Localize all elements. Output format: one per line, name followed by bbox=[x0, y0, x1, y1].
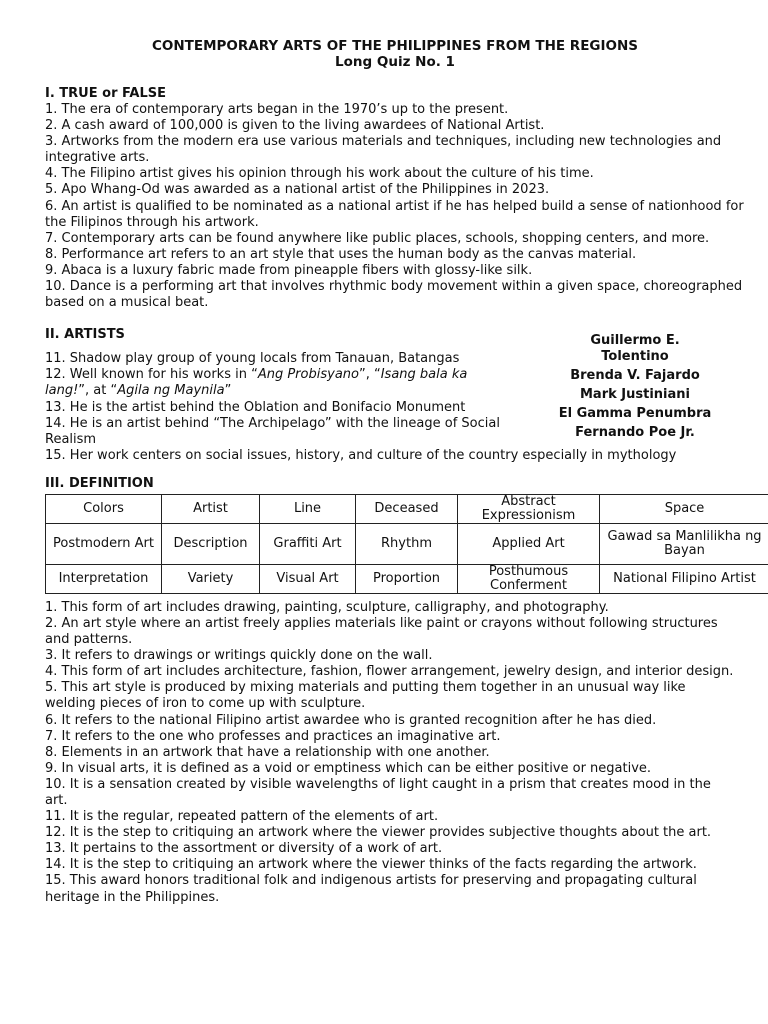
artists-section bbox=[45, 327, 745, 464]
question-item: 6. It refers to the national Filipino artist awardee who is granted recognition after he has died. bbox=[45, 712, 657, 728]
question-item: 13. It pertains to the assortment or diversity of a work of art. bbox=[45, 841, 443, 857]
document-subtitle: Long Quiz No. 1 bbox=[335, 54, 455, 70]
quiz-document bbox=[45, 38, 762, 906]
question-item: 2. A cash award of 100,000 is given to the living awardees of National Artist. bbox=[45, 118, 545, 134]
question-item: 1. The era of contemporary arts began in the 1970’s up to the present. bbox=[45, 102, 509, 117]
table-cell: Space bbox=[600, 494, 768, 523]
term-bank-table bbox=[45, 494, 768, 594]
question-item: 4. This form of art includes architecture, fashion, flower arrangement, jewelry design, and interior design. bbox=[45, 664, 734, 680]
question-item: 10. Dance is a performing art that involves rhythmic body movement within a given space, choreographed based on a musical beat. bbox=[45, 279, 743, 311]
table-cell: Proportion bbox=[356, 564, 458, 593]
table-cell: Artist bbox=[162, 494, 260, 523]
question-item: 8. Performance art refers to an art style that uses the human body as the canvas material. bbox=[45, 246, 637, 262]
question-item: 12. Well known for his works in “Ang Probisyano”, “Isang bala ka lang!”, at “Agila ng Maynila” bbox=[45, 367, 468, 399]
artist-choice: Guillermo E. Tolentino bbox=[590, 333, 680, 365]
definition-items bbox=[45, 600, 745, 906]
question-item: 8. Elements in an artwork that have a relationship with one another. bbox=[45, 744, 490, 760]
table-cell: Colors bbox=[46, 494, 162, 523]
question-item: 13. He is the artist behind the Oblation and Bonifacio Monument bbox=[45, 399, 466, 415]
table-cell: Rhythm bbox=[356, 523, 458, 564]
table-cell: Line bbox=[260, 494, 356, 523]
question-item: 10. It is a sensation created by visible wavelengths of light caught in a prism that creates mood in the art. bbox=[45, 776, 711, 808]
artist-choice: Fernando Poe Jr. bbox=[575, 425, 695, 441]
question-item: 15. This award honors traditional folk and indigenous artists for preserving and propagating cultural heritage in the Philippines. bbox=[45, 873, 697, 905]
document-title: CONTEMPORARY ARTS OF THE PHILIPPINES FROM THE REGIONS bbox=[151, 38, 639, 54]
table-cell: Applied Art bbox=[458, 523, 600, 564]
question-item: 3. Artworks from the modern era use various materials and techniques, including new technologies and integrative arts. bbox=[45, 134, 722, 166]
question-item: 9. Abaca is a luxury fabric made from pineapple fibers with glossy-like silk. bbox=[45, 262, 533, 278]
table-cell: Gawad sa Manlilikha ng Bayan bbox=[600, 523, 768, 564]
table-cell: Description bbox=[162, 523, 260, 564]
question-item: 5. Apo Whang-Od was awarded as a national artist of the Philippines in 2023. bbox=[45, 182, 550, 198]
question-item: 5. This art style is produced by mixing materials and putting them together in an unusual way like welding pieces of iron to come up with sculpture. bbox=[45, 680, 686, 712]
question-item: 15. Her work centers on social issues, history, and culture of the country especially in mythology bbox=[45, 447, 677, 463]
artist-choice: El Gamma Penumbra bbox=[558, 406, 712, 422]
question-item: 9. In visual arts, it is defined as a void or emptiness which can be either positive or negative. bbox=[45, 760, 652, 776]
question-item: 14. It is the step to critiquing an artwork where the viewer thinks of the facts regarding the artwork. bbox=[45, 857, 697, 873]
question-item: 4. The Filipino artist gives his opinion through his work about the culture of his time. bbox=[45, 166, 594, 182]
table-cell: Postmodern Art bbox=[46, 523, 162, 564]
table-cell: Graffiti Art bbox=[260, 523, 356, 564]
table-cell: Deceased bbox=[356, 494, 458, 523]
question-item: 14. He is an artist behind “The Archipelago” with the lineage of Social Realism bbox=[45, 415, 500, 447]
table-cell: Abstract Expressionism bbox=[458, 494, 600, 523]
artist-choice: Mark Justiniani bbox=[580, 387, 690, 403]
artist-choices bbox=[525, 333, 745, 444]
table-cell: Posthumous Conferment bbox=[458, 564, 600, 593]
table-row bbox=[46, 564, 768, 593]
table-cell: Interpretation bbox=[46, 564, 162, 593]
table-row bbox=[46, 494, 768, 523]
question-item: 6. An artist is qualified to be nominated as a national artist if he has helped build a sense of nationhood for the Filipinos through his artwork. bbox=[45, 198, 744, 230]
question-item: 7. It refers to the one who professes and practices an imaginative art. bbox=[45, 728, 501, 744]
table-cell: Visual Art bbox=[260, 564, 356, 593]
question-item: 3. It refers to drawings or writings quickly done on the wall. bbox=[45, 648, 433, 664]
section-heading-true-false: I. TRUE or FALSE bbox=[45, 86, 166, 101]
question-item: 11. It is the regular, repeated pattern of the elements of art. bbox=[45, 809, 439, 825]
table-cell: Variety bbox=[162, 564, 260, 593]
question-item: 7. Contemporary arts can be found anywhere like public places, schools, shopping centers, and more. bbox=[45, 230, 710, 246]
table-cell: National Filipino Artist bbox=[600, 564, 768, 593]
section-heading-definition: III. DEFINITION bbox=[45, 475, 154, 491]
table-row bbox=[46, 523, 768, 564]
question-item: 2. An art style where an artist freely applies materials like paint or crayons without following structures and patterns. bbox=[45, 615, 718, 648]
question-item: 1. This form of art includes drawing, painting, sculpture, calligraphy, and photography. bbox=[45, 599, 609, 615]
question-item: 11. Shadow play group of young locals from Tanauan, Batangas bbox=[45, 351, 460, 367]
true-false-items bbox=[45, 102, 745, 311]
artist-choice: Brenda V. Fajardo bbox=[570, 368, 700, 384]
question-item: 12. It is the step to critiquing an artwork where the viewer provides subjective thoughts about the art. bbox=[45, 825, 712, 841]
section-heading-artists: II. ARTISTS bbox=[45, 327, 125, 343]
